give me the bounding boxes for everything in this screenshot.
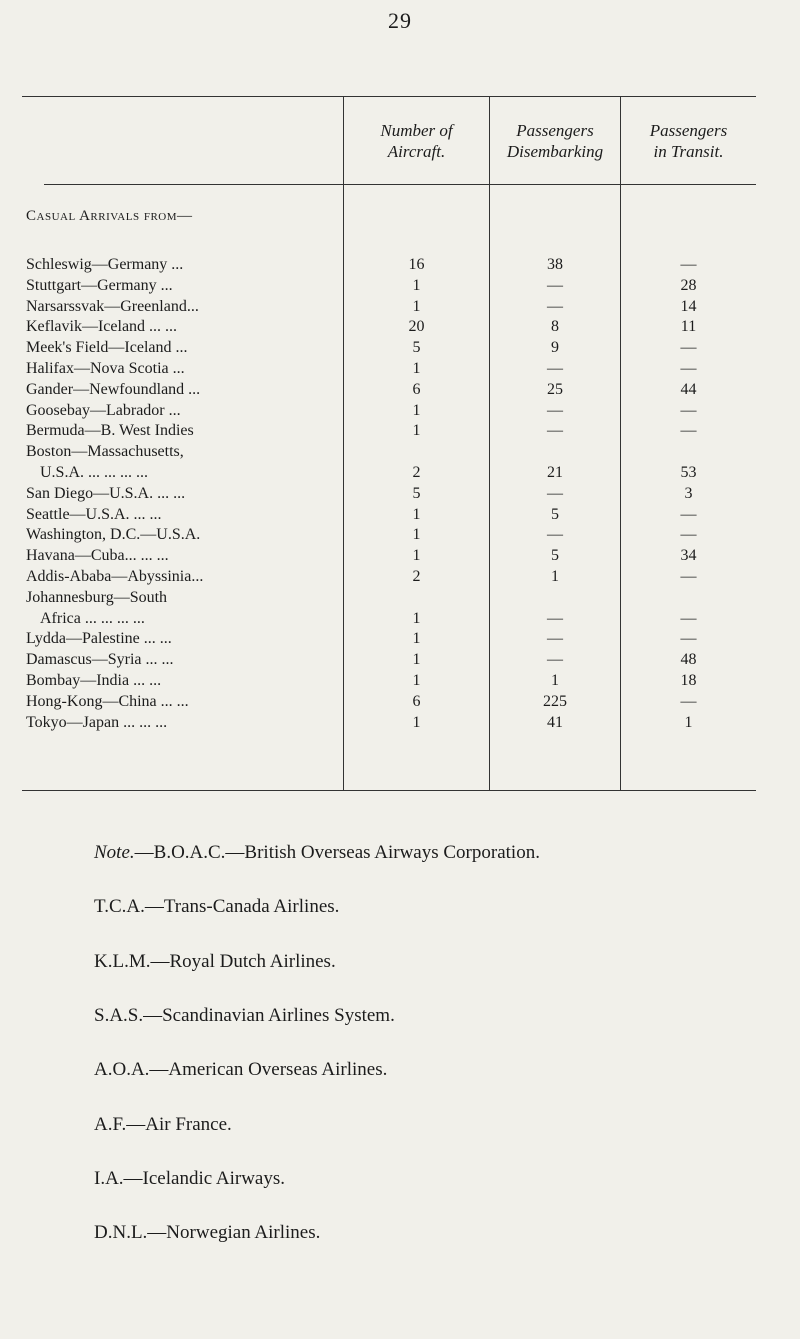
table-row (22, 442, 756, 484)
disembarking-cell: — (547, 526, 563, 544)
aircraft-cell: 1 (412, 547, 421, 565)
header-passengers-in-transit (621, 120, 756, 162)
transit-cell: — (680, 401, 697, 419)
note-text: D.N.L.—Norwegian Airlines. (94, 1222, 321, 1244)
transit-cell: 14 (680, 297, 697, 315)
section-title: Casual Arrivals from— (26, 208, 193, 224)
place-line: Narsarssvak—Greenland... (26, 297, 199, 315)
place-line: Hong-Kong—China ... ... (26, 692, 189, 710)
place-cell (26, 546, 338, 567)
page-number: 29 (388, 8, 412, 33)
header-line: Passengers (649, 121, 728, 140)
transit-cell: — (680, 692, 697, 710)
note-text: T.C.A.—Trans-Canada Airlines. (94, 896, 340, 918)
place-cell (26, 588, 338, 630)
aircraft-cell: 1 (412, 672, 421, 689)
place-line: U.S.A. ... ... ... ... (40, 463, 149, 481)
note-line (94, 1222, 320, 1244)
note-text: K.L.M.—Royal Dutch Airlines. (94, 950, 336, 972)
transit-cell: 28 (680, 276, 697, 294)
transit-cell: 1 (684, 713, 693, 731)
disembarking-cell: — (547, 422, 563, 440)
transit-cell: — (680, 609, 697, 627)
header-line: in Transit. (653, 142, 724, 161)
place-line: Schleswig—Germany ... (26, 256, 184, 273)
place-cell (26, 401, 338, 422)
place-line: Bombay—India ... ... (26, 672, 162, 689)
transit-cell: 3 (684, 484, 693, 502)
disembarking-cell: 5 (551, 547, 559, 565)
table-row (22, 671, 756, 692)
header-line: Aircraft. (387, 142, 446, 161)
table-row (22, 297, 756, 318)
disembarking-cell: — (547, 651, 563, 669)
table-row (22, 713, 756, 734)
place-cell (26, 255, 338, 276)
place-line: Stuttgart—Germany ... (26, 276, 173, 294)
disembarking-cell: — (547, 484, 563, 502)
table-row (22, 525, 756, 546)
disembarking-cell: 5 (551, 505, 559, 523)
disembarking-cell: — (547, 630, 563, 648)
place-line: Gander—Newfoundland ... (26, 380, 201, 398)
note-text: A.O.A.—American Overseas Airlines. (94, 1059, 388, 1081)
place-line: Addis-Ababa—Abyssinia... (26, 568, 204, 585)
transit-cell: — (680, 526, 697, 544)
note-line (94, 842, 540, 864)
aircraft-cell: 2 (412, 568, 421, 585)
place-cell (26, 421, 338, 442)
header-line: Disembarking (506, 142, 604, 161)
table-row (22, 255, 756, 276)
transit-cell: — (680, 422, 697, 440)
note-text: S.A.S.—Scandinavian Airlines System. (94, 1004, 395, 1026)
place-line: Johannesburg—South (26, 588, 168, 606)
note-text: I.A.—Icelandic Airways. (94, 1167, 285, 1189)
table-row (22, 567, 756, 588)
disembarking-cell: — (547, 401, 563, 419)
disembarking-cell: 38 (547, 256, 563, 273)
place-line: Meek's Field—Iceland ... (26, 339, 188, 357)
disembarking-cell: 25 (547, 380, 563, 398)
place-cell (26, 338, 338, 359)
aircraft-cell: 2 (412, 463, 421, 481)
aircraft-cell: 1 (412, 297, 421, 315)
table-row (22, 276, 756, 297)
header-number-of-aircraft (344, 120, 489, 162)
place-cell (26, 380, 338, 401)
place-cell (26, 629, 338, 650)
place-cell (26, 442, 338, 484)
place-line: San Diego—U.S.A. ... ... (26, 484, 186, 502)
disembarking-cell: 1 (551, 672, 559, 689)
place-cell (26, 525, 338, 546)
disembarking-cell: — (547, 297, 563, 315)
note-line (94, 896, 339, 918)
place-line: Bermuda—B. West Indies (26, 422, 194, 440)
table-row (22, 588, 756, 630)
aircraft-cell: 1 (412, 276, 421, 294)
place-line: Goosebay—Labrador ... (26, 401, 181, 419)
place-cell (26, 276, 338, 297)
place-line: Halifax—Nova Scotia ... (26, 360, 185, 377)
header-line: Passengers (516, 121, 594, 140)
place-cell (26, 671, 338, 692)
place-line: Keflavik—Iceland ... ... (26, 318, 178, 336)
table-top-rule (22, 96, 756, 97)
note-line (94, 1114, 232, 1136)
aircraft-cell: 20 (408, 318, 425, 336)
table-row (22, 484, 756, 505)
table-row (22, 505, 756, 526)
aircraft-cell: 6 (412, 380, 421, 398)
place-line: Lydda—Palestine ... ... (26, 630, 172, 648)
place-cell (26, 567, 338, 588)
disembarking-cell: 1 (551, 568, 559, 585)
place-line: Havana—Cuba... ... ... (26, 547, 169, 565)
disembarking-cell: 9 (551, 339, 559, 357)
disembarking-cell: 41 (547, 713, 563, 731)
transit-cell: — (680, 360, 697, 377)
place-line: Boston—Massachusetts, (26, 443, 184, 461)
table-row (22, 359, 756, 380)
place-cell (26, 359, 338, 380)
place-line: Washington, D.C.—U.S.A. (26, 526, 201, 544)
aircraft-cell: 1 (412, 630, 421, 648)
transit-cell: 11 (680, 318, 697, 336)
place-cell (26, 505, 338, 526)
disembarking-cell: — (547, 276, 563, 294)
note-text: —B.O.A.C.—British Overseas Airways Corporation. (134, 842, 540, 863)
place-line: Damascus—Syria ... ... (26, 651, 174, 669)
aircraft-cell: 5 (412, 339, 421, 357)
place-line: Tokyo—Japan ... ... ... (26, 713, 168, 731)
table-row (22, 546, 756, 567)
arrivals-table (22, 96, 756, 792)
transit-cell: 34 (680, 547, 697, 565)
note-text: A.F.—Air France. (94, 1113, 232, 1135)
aircraft-cell: 1 (412, 360, 421, 377)
aircraft-cell: 1 (412, 526, 421, 544)
table-row (22, 421, 756, 442)
place-cell (26, 484, 338, 505)
header-passengers-disembarking (490, 120, 620, 162)
transit-cell: 48 (680, 651, 697, 669)
aircraft-cell: 1 (412, 713, 421, 731)
table-row (22, 650, 756, 671)
aircraft-cell: 5 (412, 484, 421, 502)
note-line (94, 951, 336, 973)
table-row (22, 629, 756, 650)
transit-cell: — (680, 630, 697, 648)
aircraft-cell: 16 (408, 256, 425, 273)
place-cell (26, 650, 338, 671)
aircraft-cell: 1 (412, 422, 421, 440)
place-line: Seattle—U.S.A. ... ... (26, 505, 162, 523)
disembarking-cell: — (547, 360, 563, 377)
disembarking-cell: 225 (543, 692, 567, 710)
transit-cell: — (680, 256, 697, 273)
header-line: Number of (380, 121, 453, 140)
place-cell (26, 297, 338, 318)
table-row (22, 338, 756, 359)
place-line: Africa ... ... ... ... (40, 609, 145, 627)
aircraft-cell: 1 (412, 651, 421, 669)
aircraft-cell: 1 (412, 401, 421, 419)
aircraft-cell: 6 (412, 692, 421, 710)
disembarking-cell: 8 (551, 318, 559, 336)
table-row (22, 317, 756, 338)
table-bottom-rule (22, 790, 756, 791)
disembarking-cell: — (547, 609, 563, 627)
table-row (22, 380, 756, 401)
table-row (22, 401, 756, 422)
place-cell (26, 692, 338, 713)
disembarking-cell: 21 (547, 463, 563, 481)
transit-cell: — (680, 505, 697, 523)
note-line (94, 1005, 395, 1027)
note-line (94, 1168, 285, 1190)
table-row (22, 692, 756, 713)
transit-cell: — (680, 339, 697, 357)
note-line (94, 1059, 387, 1081)
transit-cell: — (680, 568, 697, 585)
transit-cell: 18 (680, 672, 697, 689)
transit-cell: 44 (680, 380, 697, 398)
table-header-rule (44, 184, 756, 185)
note-label: Note. (94, 842, 135, 863)
transit-cell: 53 (680, 463, 697, 481)
aircraft-cell: 1 (412, 505, 421, 523)
place-cell (26, 713, 338, 734)
place-cell (26, 317, 338, 338)
aircraft-cell: 1 (412, 609, 421, 627)
